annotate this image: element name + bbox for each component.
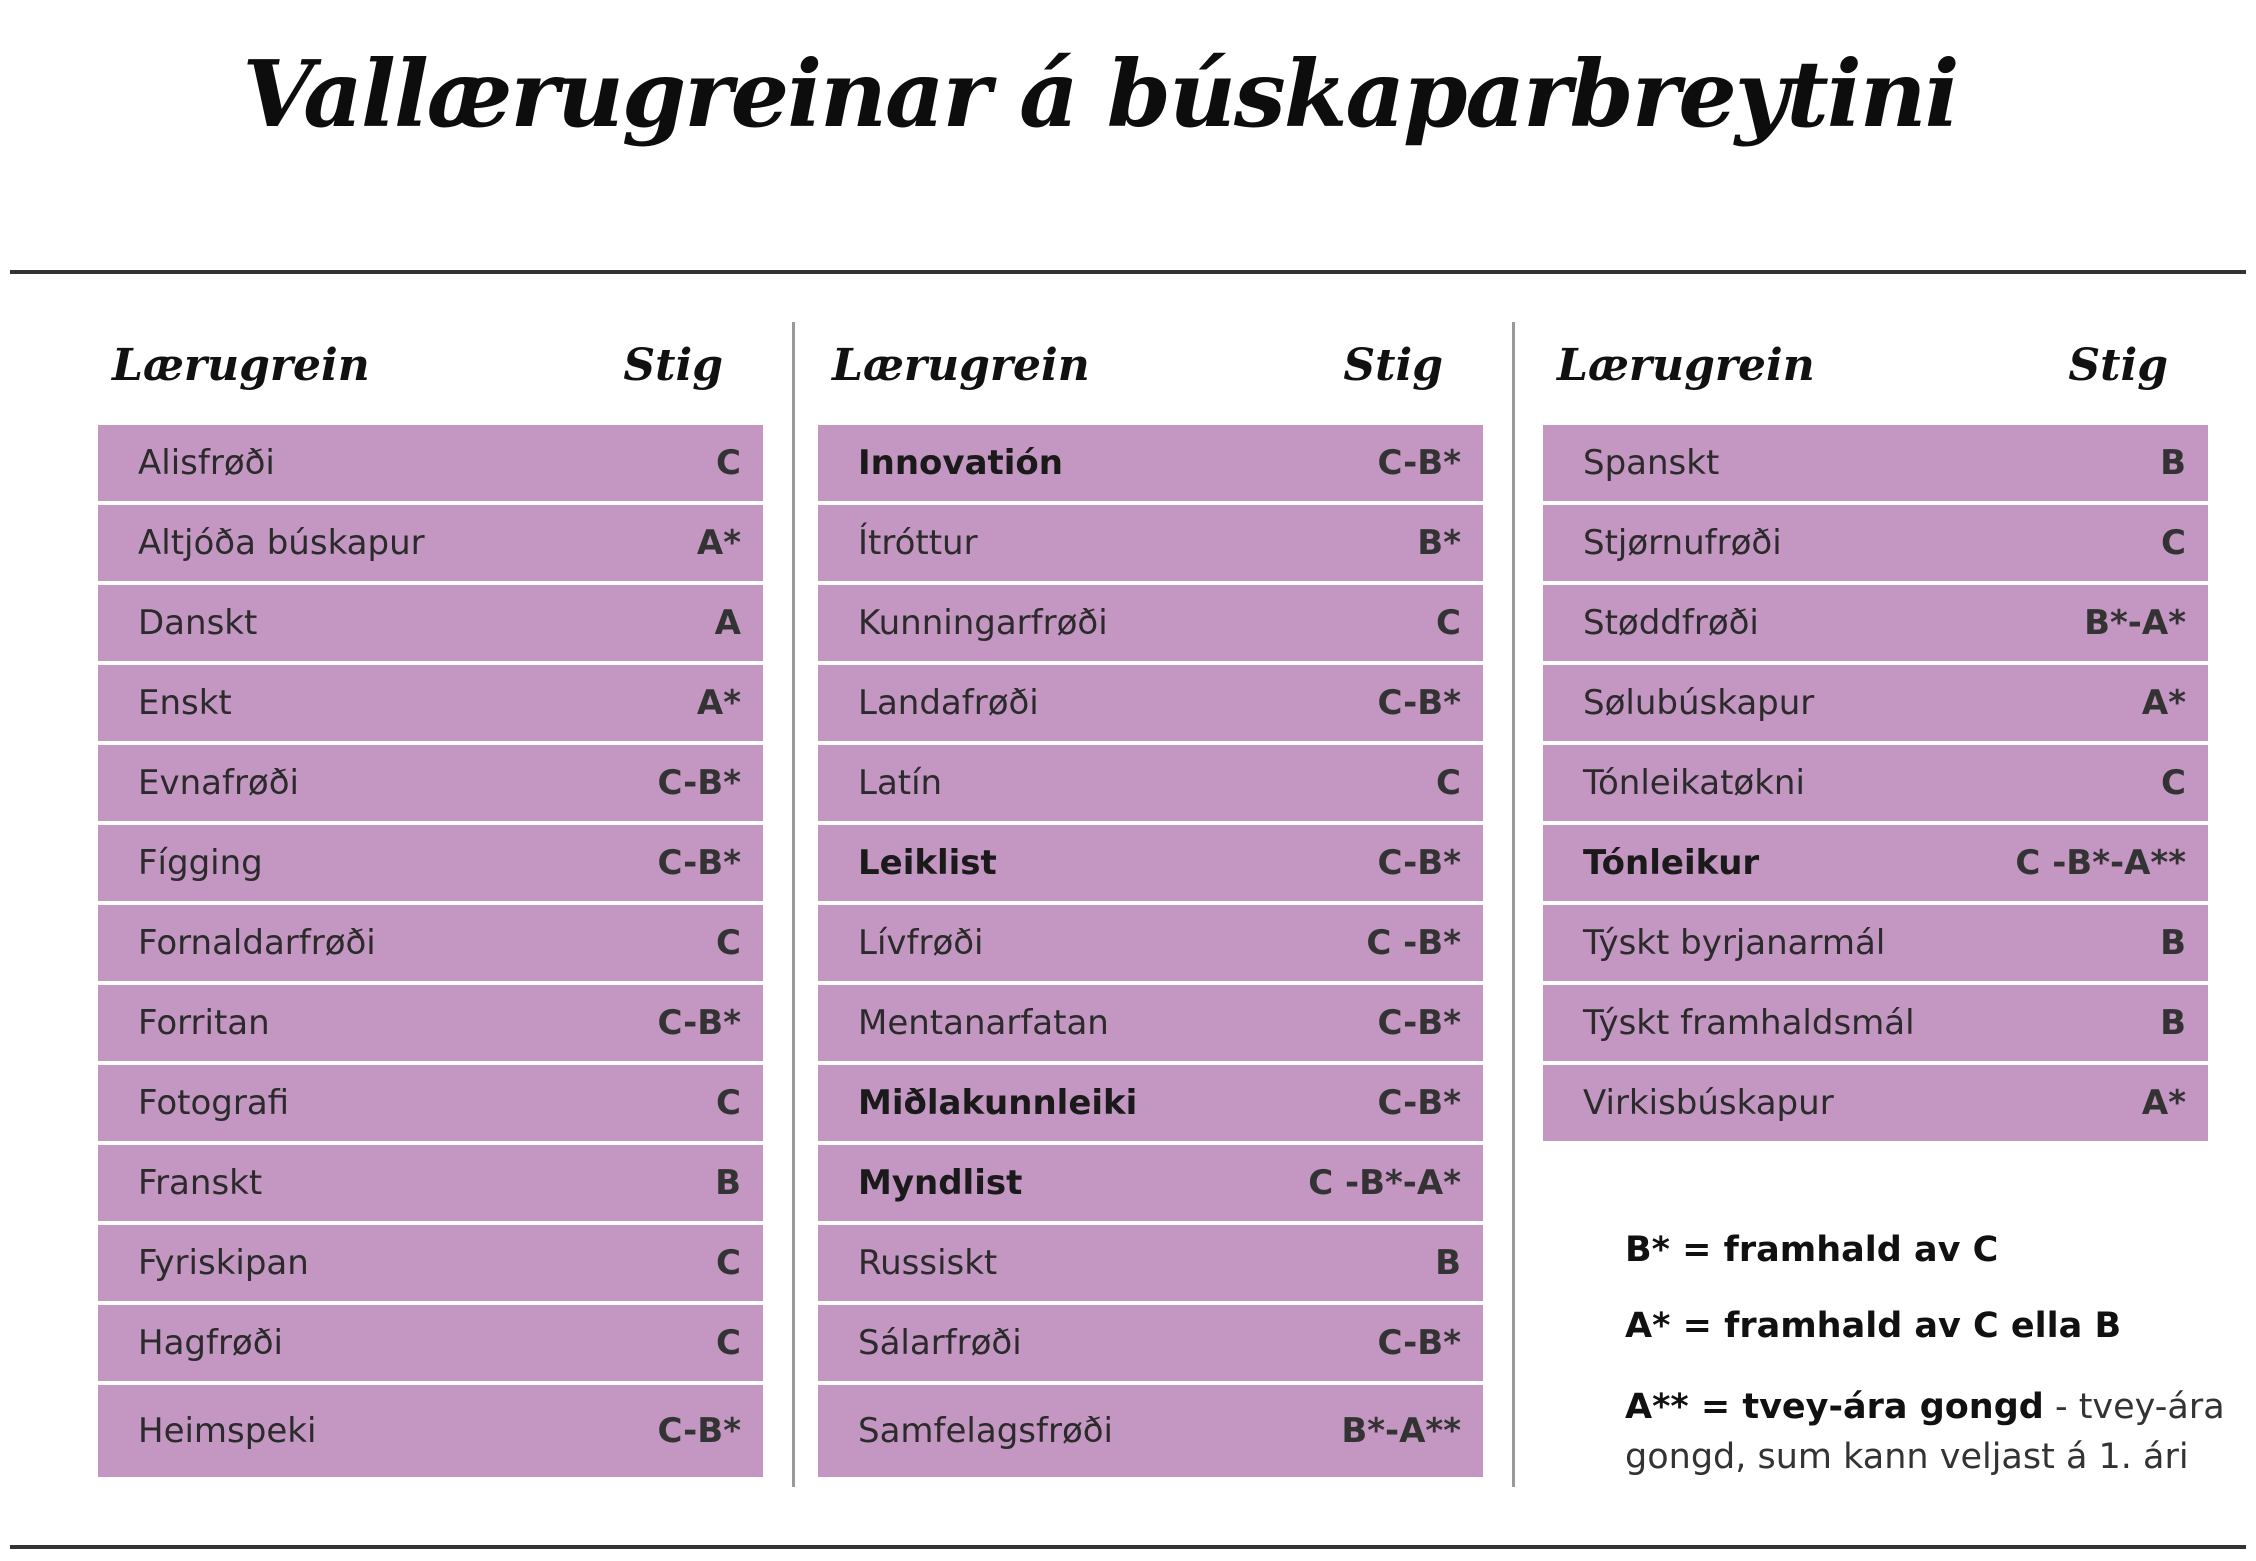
top-divider [10,270,2246,274]
subject-level: C [716,443,741,483]
level-header: Stig [2068,340,2168,391]
subject-row [98,585,763,661]
subject-name: Sølubúskapur [1583,683,1815,723]
subject-level: C-B* [1377,1083,1461,1123]
subject-level: A* [696,683,741,723]
subject-level: C [716,923,741,963]
subject-name: Miðlakunnleiki [858,1083,1138,1123]
subject-row [1543,505,2208,581]
subject-header: Lærugrein [112,340,370,391]
subject-name: Forritan [138,1003,270,1043]
legend-line [1625,1382,2225,1482]
column-header [818,320,1483,425]
subject-name: Lívfrøði [858,923,984,963]
subject-row [818,665,1483,741]
level-legend [1625,1230,2225,1482]
subject-list [1543,425,2208,1141]
subject-level: C-B* [657,763,741,803]
subject-row [1543,905,2208,981]
subject-name: Landafrøði [858,683,1039,723]
subject-name: Kunningarfrøði [858,603,1108,643]
subject-level: B [715,1163,741,1203]
subject-row [98,1225,763,1301]
subject-level: C-B* [1377,683,1461,723]
subject-name: Enskt [138,683,232,723]
bottom-divider [10,1545,2246,1549]
subject-list [98,425,763,1477]
subject-name: Virkisbúskapur [1583,1083,1834,1123]
column-header [1543,320,2208,425]
subject-name: Fyriskipan [138,1243,309,1283]
subject-row [818,905,1483,981]
subject-level: B* [1417,523,1461,563]
subject-name: Fotografi [138,1083,290,1123]
subject-level: C -B*-A* [1308,1163,1461,1203]
subject-name: Støddfrøði [1583,603,1759,643]
subject-name: Fígging [138,843,263,883]
subject-name: Spanskt [1583,443,1720,483]
subject-row [98,425,763,501]
subject-name: Franskt [138,1163,263,1203]
subject-name: Sálarfrøði [858,1323,1022,1363]
subject-row [1543,585,2208,661]
subject-row [818,425,1483,501]
column-header [98,320,763,425]
subject-name: Mentanarfatan [858,1003,1109,1043]
subject-name: Innovatión [858,443,1063,483]
subject-row [818,1385,1483,1477]
subject-level: B [2160,1003,2186,1043]
subject-level: C [716,1323,741,1363]
subject-row [1543,745,2208,821]
subject-row [818,1145,1483,1221]
subject-row [98,665,763,741]
subject-name: Latín [858,763,943,803]
subject-level: C -B* [1366,923,1461,963]
subject-row [818,1065,1483,1141]
subject-level: A* [696,523,741,563]
subject-level: C-B* [1377,843,1461,883]
subject-level: A* [2141,1083,2186,1123]
subject-row [818,745,1483,821]
subject-level: C [716,1243,741,1283]
subject-row [1543,425,2208,501]
subject-column-3 [1543,320,2208,1145]
subject-name: Tónleikatøkni [1583,763,1805,803]
subject-row [818,825,1483,901]
subject-name: Danskt [138,603,258,643]
subject-level: A* [2141,683,2186,723]
subject-name: Alisfrøði [138,443,275,483]
subject-row [98,745,763,821]
subject-row [818,585,1483,661]
subject-level: A [714,603,741,643]
subject-level: C [2161,523,2186,563]
subject-row [98,985,763,1061]
subject-level: B [2160,443,2186,483]
column-separator [792,322,795,1487]
page-title: Vallærugreinar á búskaparbreytini [242,40,1958,148]
subject-name: Evnafrøði [138,763,299,803]
subject-level: C-B* [1377,443,1461,483]
column-separator [1512,322,1515,1487]
legend-line: A* = framhald av C ella B [1625,1306,2122,1346]
subject-name: Heimspeki [138,1411,317,1451]
subject-level: C-B* [657,1003,741,1043]
subject-name: Russiskt [858,1243,998,1283]
subject-row [1543,1065,2208,1141]
subject-row [818,1225,1483,1301]
subject-level: C [2161,763,2186,803]
subject-row [98,1385,763,1477]
subject-row [1543,665,2208,741]
subject-row [98,1065,763,1141]
subject-level: C [1436,603,1461,643]
subject-header: Lærugrein [832,340,1090,391]
level-header: Stig [623,340,723,391]
subject-row [98,1305,763,1381]
subject-level: B*-A** [1341,1411,1461,1451]
subject-row [98,1145,763,1221]
subject-name: Stjørnufrøði [1583,523,1782,563]
subject-row [818,985,1483,1061]
subject-level: B*-A* [2084,603,2186,643]
subject-name: Samfelagsfrøði [858,1411,1113,1451]
subject-name: Ítróttur [858,523,978,563]
subject-name: Hagfrøði [138,1323,283,1363]
subject-list [818,425,1483,1477]
subject-name: Fornaldarfrøði [138,923,376,963]
legend-line: B* = framhald av C [1625,1230,1999,1270]
subject-level: C-B* [657,843,741,883]
subject-level: C [1436,763,1461,803]
subject-level: C -B*-A** [2015,843,2186,883]
subject-name: Týskt byrjanarmál [1583,923,1886,963]
subject-name: Altjóða búskapur [138,523,425,563]
subject-level: B [1435,1243,1461,1283]
subject-row [818,505,1483,581]
subject-name: Leiklist [858,843,997,883]
subject-header: Lærugrein [1557,340,1815,391]
subject-row [818,1305,1483,1381]
legend-term: A** = tvey-ára gongd [1625,1387,2044,1427]
subject-level: C-B* [1377,1003,1461,1043]
subject-name: Myndlist [858,1163,1023,1203]
subject-row [1543,825,2208,901]
subject-level: C-B* [1377,1323,1461,1363]
level-header: Stig [1343,340,1443,391]
subject-name: Tónleikur [1583,843,1760,883]
subject-level: B [2160,923,2186,963]
subject-row [98,825,763,901]
subject-column-1 [98,320,763,1481]
subject-row [98,505,763,581]
subject-row [1543,985,2208,1061]
subject-level: C [716,1083,741,1123]
subject-row [98,905,763,981]
subject-level: C-B* [657,1411,741,1451]
subject-name: Týskt framhaldsmál [1583,1003,1915,1043]
subject-column-2 [818,320,1483,1481]
legend-description: - tvey-ára gongd, sum kann veljast á 1. ári [1625,1387,2225,1477]
